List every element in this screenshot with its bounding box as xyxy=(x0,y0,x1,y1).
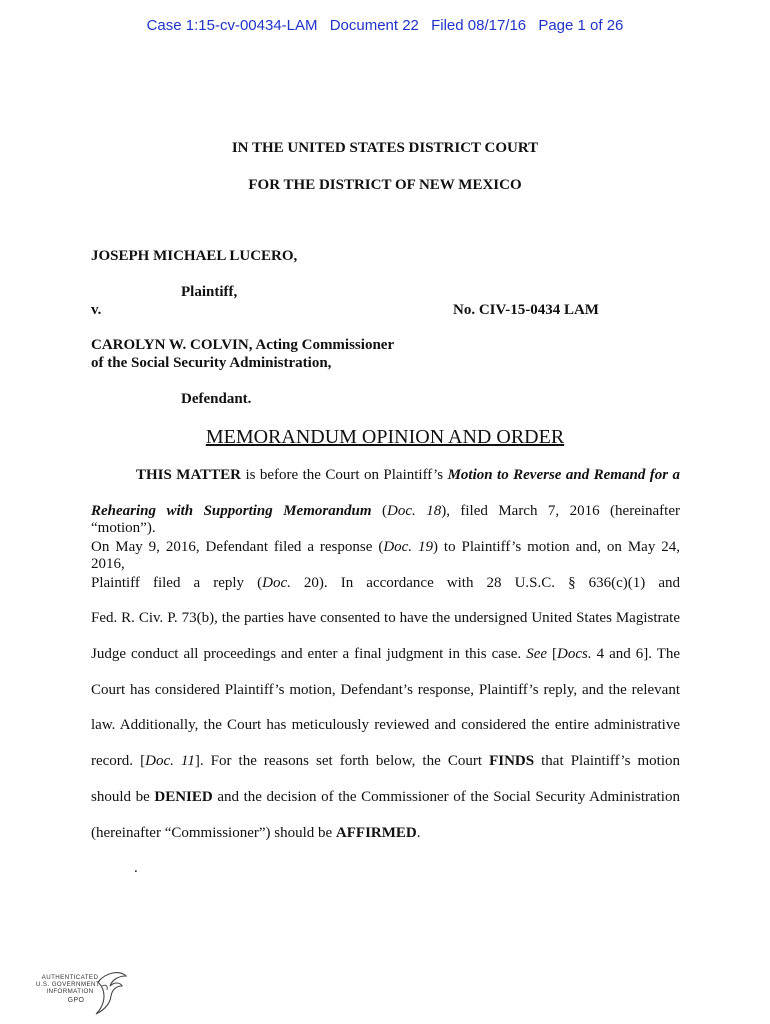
seal-text-line-3: INFORMATION xyxy=(46,988,94,995)
gpo-authentication-seal xyxy=(30,968,130,1018)
court-name: IN THE UNITED STATES DISTRICT COURT xyxy=(231,140,539,156)
plaintiff-name: JOSEPH MICHAEL LUCERO, xyxy=(91,248,298,264)
eagle-icon xyxy=(92,968,130,1018)
plaintiff-role: Plaintiff, xyxy=(181,284,238,300)
ecf-case-number: Case 1:15-cv-00434-LAM xyxy=(146,17,318,34)
defendant-role: Defendant. xyxy=(181,391,252,407)
ecf-header xyxy=(0,17,770,34)
ecf-document-number: Document 22 xyxy=(329,17,419,34)
versus-label: v. xyxy=(91,302,102,318)
body-line-7: Court has considered Plaintiff’s motion, Defendant’s response, Plaintiff’s reply, and the relevant xyxy=(91,682,680,698)
case-number: No. CIV-15-0434 LAM xyxy=(453,302,599,318)
body-line-5: Fed. R. Civ. P. 73(b), the parties have consented to have the undersigned United States Magistrate xyxy=(91,610,680,626)
ecf-page-number: Page 1 of 26 xyxy=(538,17,624,34)
defendant-name: CAROLYN W. COLVIN, Acting Commissioner xyxy=(91,337,395,353)
body-line-2: Rehearing with Supporting Memorandum (Doc. 18), filed March 7, 2016 (hereinafter “motion”). xyxy=(91,503,680,536)
body-line-6: Judge conduct all proceedings and enter a final judgment in this case. See [Docs. 4 and 6]. The xyxy=(91,646,681,662)
body-line-11: (hereinafter “Commissioner”) should be AFFIRMED. xyxy=(91,825,421,841)
body-line-1: THIS MATTER is before the Court on Plaintiff’s Motion to Reverse and Remand for a xyxy=(136,467,681,483)
body-line-8: law. Additionally, the Court has meticulously reviewed and considered the entire administrative xyxy=(91,717,680,733)
seal-text-line-2: U.S. GOVERNMENT xyxy=(35,981,101,988)
defendant-title: of the Social Security Administration, xyxy=(91,355,332,371)
stray-mark: . xyxy=(134,860,138,876)
body-line-10: should be DENIED and the decision of the Commissioner of the Social Security Administration xyxy=(91,789,680,805)
body-line-3: On May 9, 2016, Defendant filed a response (Doc. 19) to Plaintiff’s motion and, on May 24, 2016, xyxy=(91,539,680,572)
body-line-4: Plaintiff filed a reply (Doc. 20). In accordance with 28 U.S.C. § 636(c)(1) and xyxy=(91,575,680,591)
ecf-filed-date: Filed 08/17/16 xyxy=(431,17,527,34)
body-line-9: record. [Doc. 11]. For the reasons set forth below, the Court FINDS that Plaintiff’s motion xyxy=(91,753,680,769)
seal-text-line-4: GPO xyxy=(67,997,85,1004)
document-title: MEMORANDUM OPINION AND ORDER xyxy=(205,426,565,448)
seal-text-line-1: AUTHENTICATED xyxy=(41,974,99,981)
court-district: FOR THE DISTRICT OF NEW MEXICO xyxy=(248,177,522,193)
